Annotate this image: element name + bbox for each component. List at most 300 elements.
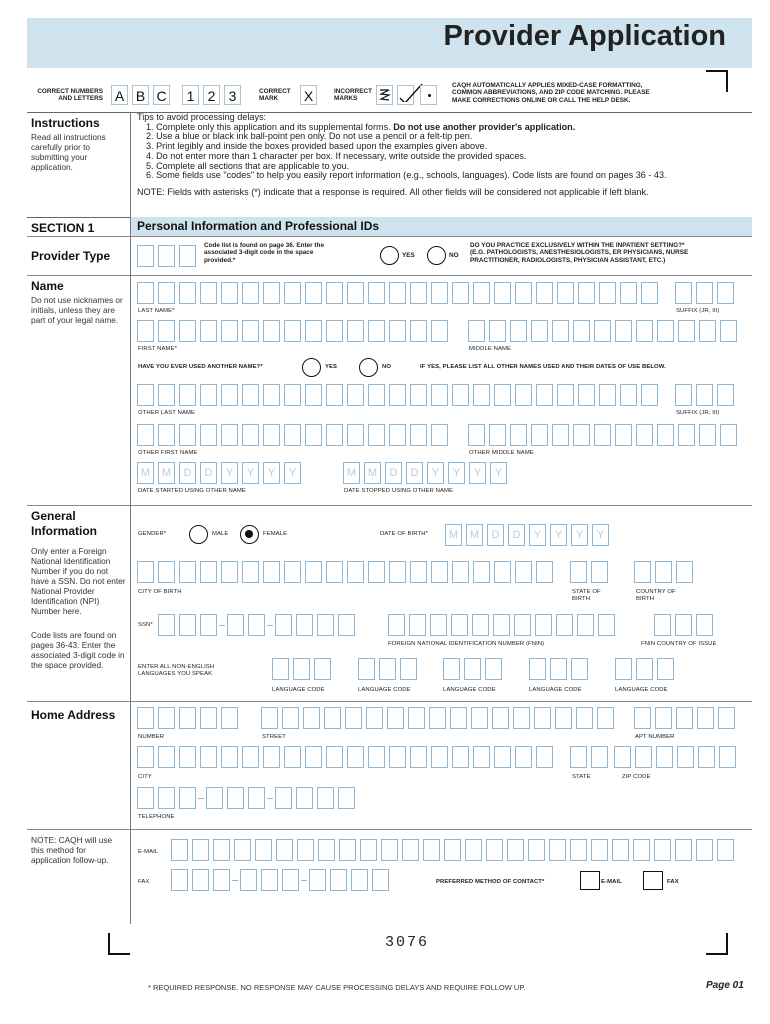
character-box[interactable] xyxy=(557,384,574,406)
fnin-country-boxes[interactable] xyxy=(654,614,713,636)
character-box[interactable] xyxy=(284,320,301,342)
character-box[interactable] xyxy=(633,839,650,861)
character-box[interactable] xyxy=(494,746,511,768)
character-box[interactable] xyxy=(305,282,322,304)
character-box[interactable]: Y xyxy=(221,462,238,484)
character-box[interactable] xyxy=(471,707,488,729)
provider-type-code-box[interactable] xyxy=(158,245,175,267)
character-box[interactable] xyxy=(536,561,553,583)
character-box[interactable] xyxy=(242,746,259,768)
character-box[interactable] xyxy=(158,746,175,768)
character-box[interactable] xyxy=(578,282,595,304)
last-name-boxes[interactable] xyxy=(137,282,658,304)
character-box[interactable] xyxy=(368,561,385,583)
character-box[interactable] xyxy=(615,320,632,342)
character-box[interactable] xyxy=(171,839,188,861)
character-box[interactable] xyxy=(263,746,280,768)
character-box[interactable] xyxy=(556,614,573,636)
character-box[interactable] xyxy=(531,424,548,446)
character-box[interactable] xyxy=(489,424,506,446)
character-box[interactable] xyxy=(615,658,632,680)
character-box[interactable]: Y xyxy=(592,524,609,546)
character-box[interactable] xyxy=(409,614,426,636)
language-code-5-boxes[interactable] xyxy=(615,658,674,680)
character-box[interactable] xyxy=(158,614,175,636)
character-box[interactable] xyxy=(614,746,631,768)
character-box[interactable] xyxy=(635,746,652,768)
preferred-fax-checkbox[interactable] xyxy=(643,871,663,890)
character-box[interactable]: Y xyxy=(284,462,301,484)
character-box[interactable] xyxy=(513,707,530,729)
character-box[interactable] xyxy=(326,384,343,406)
character-box[interactable] xyxy=(158,707,175,729)
character-box[interactable] xyxy=(347,746,364,768)
character-box[interactable] xyxy=(494,282,511,304)
character-box[interactable] xyxy=(389,746,406,768)
character-box[interactable] xyxy=(529,658,546,680)
character-box[interactable] xyxy=(535,614,552,636)
character-box[interactable]: Y xyxy=(550,524,567,546)
character-box[interactable] xyxy=(282,707,299,729)
character-box[interactable] xyxy=(137,320,154,342)
other-suffix-boxes[interactable] xyxy=(675,384,734,406)
character-box[interactable] xyxy=(338,787,355,809)
character-box[interactable] xyxy=(242,561,259,583)
character-box[interactable] xyxy=(326,424,343,446)
character-box[interactable] xyxy=(326,282,343,304)
character-box[interactable] xyxy=(255,839,272,861)
character-box[interactable] xyxy=(654,839,671,861)
home-apt-boxes[interactable] xyxy=(634,707,735,729)
character-box[interactable] xyxy=(696,839,713,861)
character-box[interactable] xyxy=(221,707,238,729)
city-of-birth-boxes[interactable] xyxy=(137,561,553,583)
character-box[interactable] xyxy=(473,384,490,406)
character-box[interactable] xyxy=(318,839,335,861)
character-box[interactable] xyxy=(510,424,527,446)
first-name-boxes[interactable] xyxy=(137,320,448,342)
character-box[interactable] xyxy=(552,424,569,446)
character-box[interactable]: Y xyxy=(242,462,259,484)
character-box[interactable] xyxy=(261,707,278,729)
character-box[interactable] xyxy=(717,384,734,406)
character-box[interactable] xyxy=(317,614,334,636)
character-box[interactable] xyxy=(192,869,209,891)
character-box[interactable] xyxy=(510,320,527,342)
character-box[interactable] xyxy=(473,561,490,583)
character-box[interactable] xyxy=(137,787,154,809)
character-box[interactable] xyxy=(486,839,503,861)
character-box[interactable] xyxy=(221,561,238,583)
character-box[interactable] xyxy=(515,746,532,768)
character-box[interactable] xyxy=(389,282,406,304)
character-box[interactable] xyxy=(641,282,658,304)
character-box[interactable] xyxy=(699,424,716,446)
character-box[interactable]: Y xyxy=(427,462,444,484)
character-box[interactable] xyxy=(263,282,280,304)
character-box[interactable] xyxy=(338,614,355,636)
character-box[interactable] xyxy=(451,614,468,636)
character-box[interactable] xyxy=(227,787,244,809)
character-box[interactable] xyxy=(576,707,593,729)
character-box[interactable] xyxy=(213,839,230,861)
character-box[interactable] xyxy=(493,614,510,636)
character-box[interactable] xyxy=(410,424,427,446)
country-of-birth-boxes[interactable] xyxy=(634,561,693,583)
character-box[interactable] xyxy=(179,746,196,768)
character-box[interactable] xyxy=(379,658,396,680)
character-box[interactable] xyxy=(389,561,406,583)
character-box[interactable] xyxy=(179,561,196,583)
character-box[interactable] xyxy=(303,707,320,729)
character-box[interactable] xyxy=(263,384,280,406)
character-box[interactable] xyxy=(465,839,482,861)
character-box[interactable] xyxy=(507,839,524,861)
other-name-no-radio[interactable] xyxy=(359,358,378,377)
character-box[interactable] xyxy=(452,282,469,304)
character-box[interactable] xyxy=(347,561,364,583)
character-box[interactable]: M xyxy=(445,524,462,546)
character-box[interactable] xyxy=(221,320,238,342)
character-box[interactable]: M xyxy=(137,462,154,484)
character-box[interactable] xyxy=(242,384,259,406)
character-box[interactable] xyxy=(242,320,259,342)
character-box[interactable] xyxy=(388,614,405,636)
character-box[interactable] xyxy=(675,384,692,406)
character-box[interactable] xyxy=(536,746,553,768)
character-box[interactable] xyxy=(489,320,506,342)
character-box[interactable] xyxy=(675,614,692,636)
character-box[interactable] xyxy=(227,614,244,636)
character-box[interactable] xyxy=(261,869,278,891)
character-box[interactable] xyxy=(620,384,637,406)
character-box[interactable] xyxy=(468,424,485,446)
character-box[interactable] xyxy=(514,614,531,636)
character-box[interactable] xyxy=(200,424,217,446)
character-box[interactable] xyxy=(351,869,368,891)
character-box[interactable] xyxy=(550,658,567,680)
character-box[interactable] xyxy=(431,320,448,342)
character-box[interactable] xyxy=(221,282,238,304)
character-box[interactable] xyxy=(200,746,217,768)
character-box[interactable]: Y xyxy=(448,462,465,484)
language-code-2-boxes[interactable] xyxy=(358,658,417,680)
character-box[interactable] xyxy=(171,869,188,891)
character-box[interactable] xyxy=(368,320,385,342)
language-code-1-boxes[interactable] xyxy=(272,658,331,680)
character-box[interactable] xyxy=(360,839,377,861)
home-telephone-boxes[interactable] xyxy=(137,787,355,809)
character-box[interactable] xyxy=(368,282,385,304)
character-box[interactable] xyxy=(179,614,196,636)
character-box[interactable] xyxy=(158,787,175,809)
character-box[interactable]: M xyxy=(364,462,381,484)
character-box[interactable] xyxy=(309,869,326,891)
date-started-boxes[interactable] xyxy=(137,462,301,484)
character-box[interactable] xyxy=(450,707,467,729)
character-box[interactable] xyxy=(192,839,209,861)
character-box[interactable] xyxy=(430,614,447,636)
character-box[interactable] xyxy=(137,746,154,768)
home-state-boxes[interactable] xyxy=(570,746,608,768)
character-box[interactable] xyxy=(431,282,448,304)
character-box[interactable] xyxy=(699,320,716,342)
character-box[interactable] xyxy=(242,424,259,446)
character-box[interactable] xyxy=(515,282,532,304)
character-box[interactable] xyxy=(636,424,653,446)
character-box[interactable] xyxy=(248,614,265,636)
character-box[interactable] xyxy=(221,424,238,446)
character-box[interactable] xyxy=(282,869,299,891)
character-box[interactable] xyxy=(636,658,653,680)
character-box[interactable] xyxy=(444,839,461,861)
gender-female-radio[interactable] xyxy=(240,525,259,544)
character-box[interactable] xyxy=(410,320,427,342)
character-box[interactable] xyxy=(284,561,301,583)
character-box[interactable] xyxy=(657,658,674,680)
character-box[interactable] xyxy=(402,839,419,861)
character-box[interactable] xyxy=(200,320,217,342)
character-box[interactable] xyxy=(179,320,196,342)
character-box[interactable] xyxy=(158,282,175,304)
date-stopped-boxes[interactable] xyxy=(343,462,507,484)
other-last-name-boxes[interactable] xyxy=(137,384,658,406)
character-box[interactable] xyxy=(594,320,611,342)
character-box[interactable]: Y xyxy=(490,462,507,484)
language-code-3-boxes[interactable] xyxy=(443,658,502,680)
character-box[interactable] xyxy=(594,424,611,446)
character-box[interactable] xyxy=(158,320,175,342)
character-box[interactable]: M xyxy=(466,524,483,546)
character-box[interactable] xyxy=(408,707,425,729)
character-box[interactable] xyxy=(494,384,511,406)
character-box[interactable] xyxy=(570,561,587,583)
character-box[interactable] xyxy=(366,707,383,729)
character-box[interactable] xyxy=(263,320,280,342)
character-box[interactable] xyxy=(528,839,545,861)
character-box[interactable] xyxy=(347,384,364,406)
character-box[interactable] xyxy=(137,707,154,729)
character-box[interactable] xyxy=(284,424,301,446)
character-box[interactable] xyxy=(697,707,714,729)
character-box[interactable] xyxy=(473,746,490,768)
character-box[interactable] xyxy=(296,614,313,636)
character-box[interactable] xyxy=(473,282,490,304)
character-box[interactable] xyxy=(531,320,548,342)
fax-boxes[interactable] xyxy=(171,869,389,891)
character-box[interactable] xyxy=(452,746,469,768)
character-box[interactable] xyxy=(368,384,385,406)
character-box[interactable] xyxy=(179,384,196,406)
character-box[interactable] xyxy=(305,384,322,406)
character-box[interactable] xyxy=(464,658,481,680)
character-box[interactable] xyxy=(570,839,587,861)
character-box[interactable] xyxy=(400,658,417,680)
character-box[interactable] xyxy=(389,320,406,342)
character-box[interactable] xyxy=(578,384,595,406)
character-box[interactable] xyxy=(179,787,196,809)
character-box[interactable] xyxy=(297,839,314,861)
home-zip-boxes[interactable] xyxy=(614,746,736,768)
suffix-boxes[interactable] xyxy=(675,282,734,304)
character-box[interactable] xyxy=(591,746,608,768)
character-box[interactable] xyxy=(717,282,734,304)
character-box[interactable] xyxy=(345,707,362,729)
other-first-name-boxes[interactable] xyxy=(137,424,448,446)
character-box[interactable] xyxy=(472,614,489,636)
character-box[interactable] xyxy=(410,282,427,304)
character-box[interactable] xyxy=(678,320,695,342)
character-box[interactable] xyxy=(612,839,629,861)
character-box[interactable] xyxy=(515,561,532,583)
character-box[interactable] xyxy=(599,384,616,406)
character-box[interactable] xyxy=(485,658,502,680)
character-box[interactable] xyxy=(555,707,572,729)
character-box[interactable]: M xyxy=(158,462,175,484)
character-box[interactable]: D xyxy=(385,462,402,484)
character-box[interactable] xyxy=(284,384,301,406)
character-box[interactable]: Y xyxy=(469,462,486,484)
provider-type-code-box[interactable] xyxy=(179,245,196,267)
other-name-yes-radio[interactable] xyxy=(302,358,321,377)
character-box[interactable] xyxy=(137,424,154,446)
character-box[interactable] xyxy=(656,746,673,768)
character-box[interactable] xyxy=(158,384,175,406)
character-box[interactable] xyxy=(234,839,251,861)
character-box[interactable] xyxy=(137,282,154,304)
character-box[interactable] xyxy=(347,320,364,342)
character-box[interactable] xyxy=(494,561,511,583)
character-box[interactable] xyxy=(536,282,553,304)
character-box[interactable] xyxy=(200,282,217,304)
character-box[interactable] xyxy=(696,614,713,636)
character-box[interactable] xyxy=(263,561,280,583)
home-street-boxes[interactable] xyxy=(261,707,614,729)
character-box[interactable] xyxy=(200,614,217,636)
character-box[interactable] xyxy=(314,658,331,680)
character-box[interactable] xyxy=(206,787,223,809)
character-box[interactable] xyxy=(573,424,590,446)
character-box[interactable] xyxy=(431,746,448,768)
character-box[interactable] xyxy=(452,561,469,583)
character-box[interactable] xyxy=(452,384,469,406)
character-box[interactable] xyxy=(158,424,175,446)
character-box[interactable] xyxy=(431,424,448,446)
character-box[interactable] xyxy=(720,320,737,342)
character-box[interactable] xyxy=(597,707,614,729)
character-box[interactable] xyxy=(552,320,569,342)
character-box[interactable] xyxy=(179,707,196,729)
dob-boxes[interactable] xyxy=(445,524,609,546)
character-box[interactable] xyxy=(410,746,427,768)
character-box[interactable] xyxy=(324,707,341,729)
character-box[interactable] xyxy=(598,614,615,636)
character-box[interactable] xyxy=(372,869,389,891)
character-box[interactable] xyxy=(276,839,293,861)
character-box[interactable] xyxy=(326,561,343,583)
character-box[interactable] xyxy=(573,320,590,342)
character-box[interactable] xyxy=(515,384,532,406)
character-box[interactable] xyxy=(368,424,385,446)
character-box[interactable]: Y xyxy=(571,524,588,546)
character-box[interactable] xyxy=(677,746,694,768)
character-box[interactable] xyxy=(221,384,238,406)
character-box[interactable]: D xyxy=(487,524,504,546)
character-box[interactable] xyxy=(275,614,292,636)
inpatient-no-radio[interactable] xyxy=(427,246,446,265)
character-box[interactable] xyxy=(570,746,587,768)
character-box[interactable] xyxy=(641,384,658,406)
character-box[interactable] xyxy=(657,320,674,342)
character-box[interactable] xyxy=(284,282,301,304)
character-box[interactable] xyxy=(577,614,594,636)
character-box[interactable] xyxy=(242,282,259,304)
character-box[interactable] xyxy=(698,746,715,768)
character-box[interactable] xyxy=(326,320,343,342)
language-code-4-boxes[interactable] xyxy=(529,658,588,680)
provider-type-code-box[interactable] xyxy=(137,245,154,267)
character-box[interactable] xyxy=(410,561,427,583)
character-box[interactable] xyxy=(696,282,713,304)
character-box[interactable] xyxy=(634,707,651,729)
ssn-boxes[interactable] xyxy=(158,614,355,636)
other-middle-name-boxes[interactable] xyxy=(468,424,737,446)
character-box[interactable] xyxy=(284,746,301,768)
character-box[interactable] xyxy=(137,561,154,583)
character-box[interactable] xyxy=(389,424,406,446)
character-box[interactable] xyxy=(347,424,364,446)
character-box[interactable] xyxy=(429,707,446,729)
character-box[interactable] xyxy=(696,384,713,406)
character-box[interactable] xyxy=(221,746,238,768)
character-box[interactable] xyxy=(296,787,313,809)
character-box[interactable] xyxy=(263,424,280,446)
character-box[interactable] xyxy=(655,707,672,729)
character-box[interactable] xyxy=(317,787,334,809)
character-box[interactable] xyxy=(615,424,632,446)
state-of-birth-boxes[interactable] xyxy=(570,561,608,583)
character-box[interactable]: D xyxy=(179,462,196,484)
character-box[interactable] xyxy=(431,384,448,406)
character-box[interactable] xyxy=(326,746,343,768)
character-box[interactable] xyxy=(636,320,653,342)
character-box[interactable]: D xyxy=(406,462,423,484)
character-box[interactable] xyxy=(654,614,671,636)
character-box[interactable] xyxy=(557,282,574,304)
fnin-boxes[interactable] xyxy=(388,614,615,636)
character-box[interactable] xyxy=(657,424,674,446)
character-box[interactable] xyxy=(248,787,265,809)
character-box[interactable]: D xyxy=(200,462,217,484)
character-box[interactable] xyxy=(275,787,292,809)
character-box[interactable] xyxy=(492,707,509,729)
character-box[interactable] xyxy=(200,561,217,583)
inpatient-yes-radio[interactable] xyxy=(380,246,399,265)
character-box[interactable] xyxy=(179,424,196,446)
character-box[interactable] xyxy=(676,561,693,583)
character-box[interactable] xyxy=(305,561,322,583)
character-box[interactable]: Y xyxy=(529,524,546,546)
character-box[interactable] xyxy=(368,746,385,768)
character-box[interactable] xyxy=(675,839,692,861)
character-box[interactable] xyxy=(358,658,375,680)
character-box[interactable] xyxy=(423,839,440,861)
character-box[interactable] xyxy=(339,839,356,861)
character-box[interactable] xyxy=(347,282,364,304)
character-box[interactable] xyxy=(549,839,566,861)
home-city-boxes[interactable] xyxy=(137,746,553,768)
character-box[interactable] xyxy=(468,320,485,342)
